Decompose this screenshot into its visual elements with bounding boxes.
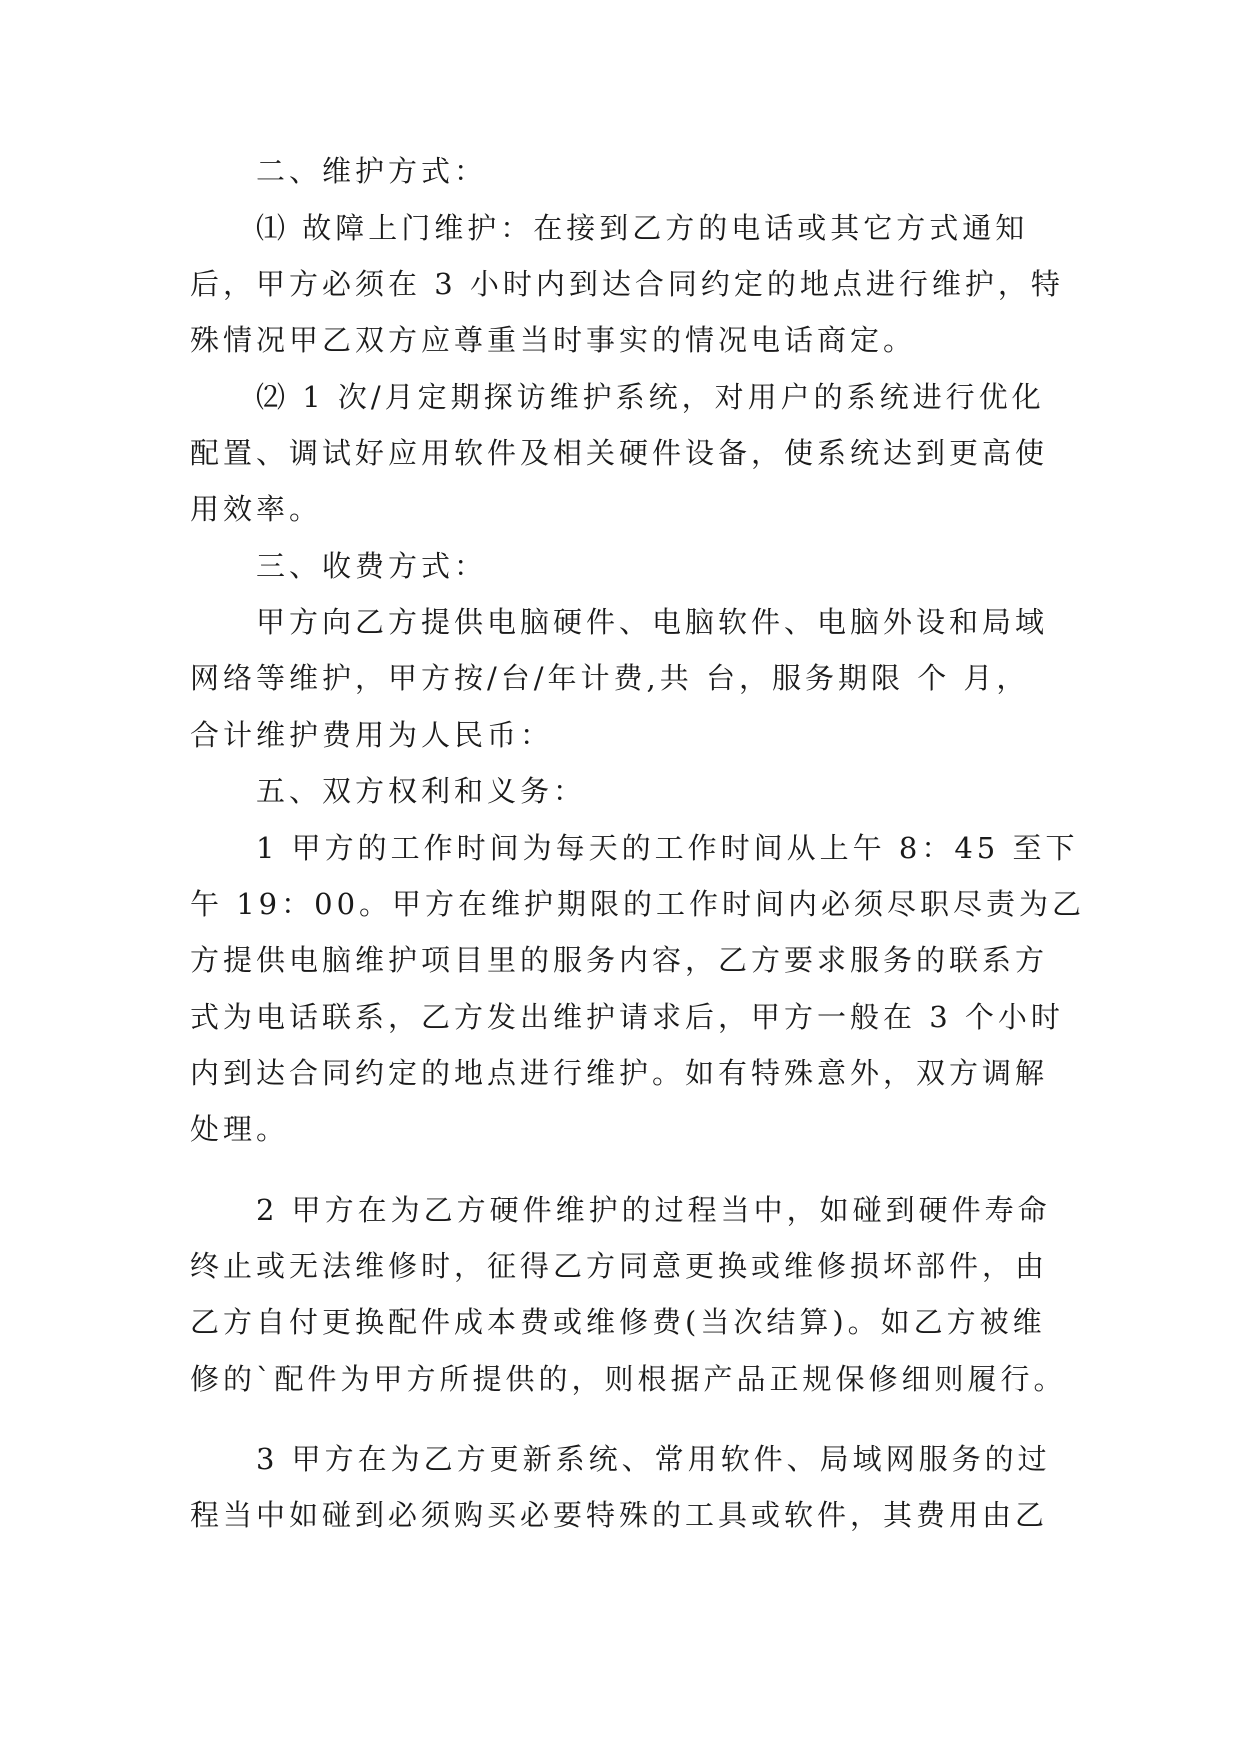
paragraph-line: 终止或无法维修时，征得乙方同意更换或维修损坏部件，由 [190,1249,1049,1283]
paragraph-line: 配置、调试好应用软件及相关硬件设备，使系统达到更高使 [190,436,1049,470]
paragraph-line: 用效率。 [190,492,323,526]
paragraph-line: 2 甲方在为乙方硬件维护的过程当中，如碰到硬件寿命 [256,1193,1051,1227]
paragraph-line: 修的`配件为甲方所提供的，则根据产品正规保修细则履行。 [190,1362,1067,1396]
paragraph-line: 殊情况甲乙双方应尊重当时事实的情况电话商定。 [190,323,917,357]
paragraph-line: 处理。 [190,1112,290,1146]
paragraph-line: 3 甲方在为乙方更新系统、常用软件、局域网服务的过 [256,1442,1051,1476]
paragraph-line: 乙方自付更换配件成本费或维修费(当次结算)。如乙方被维 [190,1305,1046,1339]
section-heading-fee-method: 三、收费方式： [256,549,488,583]
paragraph-line: 内到达合同约定的地点进行维护。如有特殊意外，双方调解 [190,1056,1049,1090]
paragraph-line: 午 19：00。甲方在维护期限的工作时间内必须尽职尽责为乙 [190,887,1086,921]
paragraph-line: 甲方向乙方提供电脑硬件、电脑软件、电脑外设和局域 [256,605,1049,639]
paragraph-line: ⑵ 1 次/月定期探访维护系统，对用户的系统进行优化 [256,380,1045,414]
paragraph-line: 方提供电脑维护项目里的服务内容，乙方要求服务的联系方 [190,943,1049,977]
paragraph-line: 程当中如碰到必须购买必要特殊的工具或软件，其费用由乙 [190,1498,1049,1532]
section-heading-maintenance-method: 二、维护方式： [256,154,488,188]
paragraph-line: 后，甲方必须在 3 小时内到达合同约定的地点进行维护，特 [190,267,1064,301]
paragraph-line: ⑴ 故障上门维护：在接到乙方的电话或其它方式通知 [256,211,1029,245]
section-heading-rights-obligations: 五、双方权利和义务： [256,774,587,808]
paragraph-line: 式为电话联系，乙方发出维护请求后，甲方一般在 3 个小时 [190,1000,1064,1034]
paragraph-line: 1 甲方的工作时间为每天的工作时间从上午 8：45 至下 [256,831,1079,865]
paragraph-line: 合计维护费用为人民币： [190,718,554,752]
paragraph-line: 网络等维护，甲方按/台/年计费,共 台，服务期限 个 月， [190,661,1030,695]
